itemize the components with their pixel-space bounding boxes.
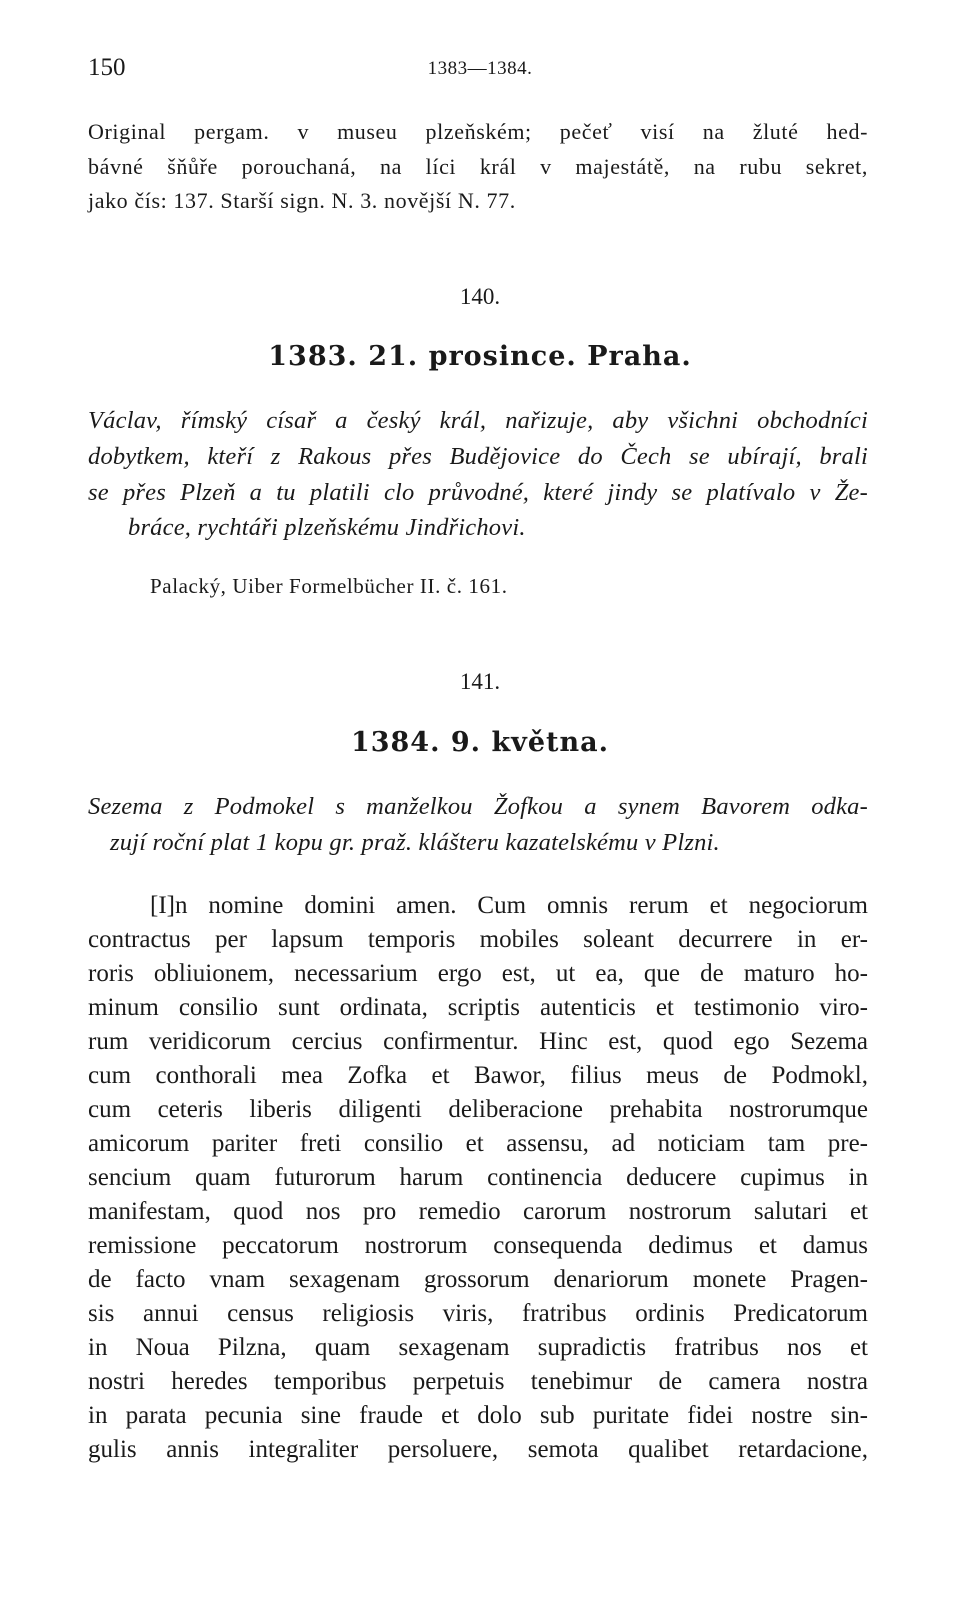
regest-line: Václav, římský císař a český král, nařizuje, aby všichni obchodníci — [88, 407, 868, 434]
body-text-line: amicorum pariter freti consilio et assensu, ad noticiam tam pre- — [88, 1130, 868, 1157]
body-text-line: roris obliuionem, necessarium ergo est, ut ea, que de maturo ho- — [88, 960, 868, 987]
body-text-line: in parata pecunia sine fraude et dolo sub puritate fidei nostre sin- — [88, 1402, 868, 1429]
body-text-line: cum conthorali mea Zofka et Bawor, filius meus de Podmokl, — [88, 1062, 868, 1089]
regest-line: Sezema z Podmokel s manželkou Žofkou a synem Bavorem odka- — [88, 793, 868, 820]
running-title: 1383—1384. — [427, 58, 533, 79]
body-text-line: gulis annis integraliter persoluere, semota qualibet retardacione, — [88, 1436, 868, 1463]
body-text-line: nostri heredes temporibus perpetuis tenebimur de camera nostra — [88, 1368, 868, 1395]
source-reference: Palacký, Uiber Formelbücher II. č. 161. — [150, 574, 508, 598]
source-note-line: jako čís: 137. Starší sign. N. 3. novější N. 77. — [88, 188, 516, 213]
body-text-line: in Noua Pilzna, quam sexagenam supradictis fratribus nos et — [88, 1334, 868, 1361]
document-date-heading: 1383. 21. prosince. Praha. — [268, 341, 692, 372]
body-text-line: de facto vnam sexagenam grossorum denariorum monete Pragen- — [88, 1266, 868, 1293]
body-text-line: contractus per lapsum temporis mobiles soleant decurrere in er- — [88, 926, 868, 953]
body-text-line: sis annui census religiosis viris, fratribus ordinis Predicatorum — [88, 1300, 868, 1327]
body-text-line: cum ceteris liberis diligenti deliberacione prehabita nostrorumque — [88, 1096, 868, 1123]
regest-line: bráce, rychtáři plzeňskému Jindřichovi. — [128, 514, 526, 541]
body-text-line: [I]n nomine domini amen. Cum omnis rerum et negociorum — [150, 892, 868, 919]
source-note-line: Original pergam. v museu plzeňském; pečeť visí na žluté hed- — [88, 119, 868, 144]
document-date-heading: 1384. 9. května. — [350, 727, 610, 758]
body-text-line: sencium quam futurorum harum continencia deducere cupimus in — [88, 1164, 868, 1191]
regest-line: dobytkem, kteří z Rakous přes Budějovice do Čech se ubírají, brali — [88, 443, 868, 470]
page-number: 150 — [88, 54, 126, 81]
body-text-line: rum veridicorum cercius confirmentur. Hinc est, quod ego Sezema — [88, 1028, 868, 1055]
body-text-line: remissione peccatorum nostrorum consequenda dedimus et damus — [88, 1232, 868, 1259]
source-note-line: bávné šňůře porouchaná, na líci král v majestátě, na rubu sekret, — [88, 154, 868, 179]
regest-line: zují roční plat 1 kopu gr. praž. klášteru kazatelskému v Plzni. — [110, 829, 720, 856]
body-text-line: manifestam, quod nos pro remedio carorum nostrorum salutari et — [88, 1198, 868, 1225]
document-number: 140. — [459, 284, 501, 309]
regest-line: se přes Plzeň a tu platili clo průvodné, které jindy se platívalo v Že- — [88, 479, 868, 506]
document-number: 141. — [459, 669, 501, 694]
body-text-line: minum consilio sunt ordinata, scriptis autenticis et testimonio viro- — [88, 994, 868, 1021]
